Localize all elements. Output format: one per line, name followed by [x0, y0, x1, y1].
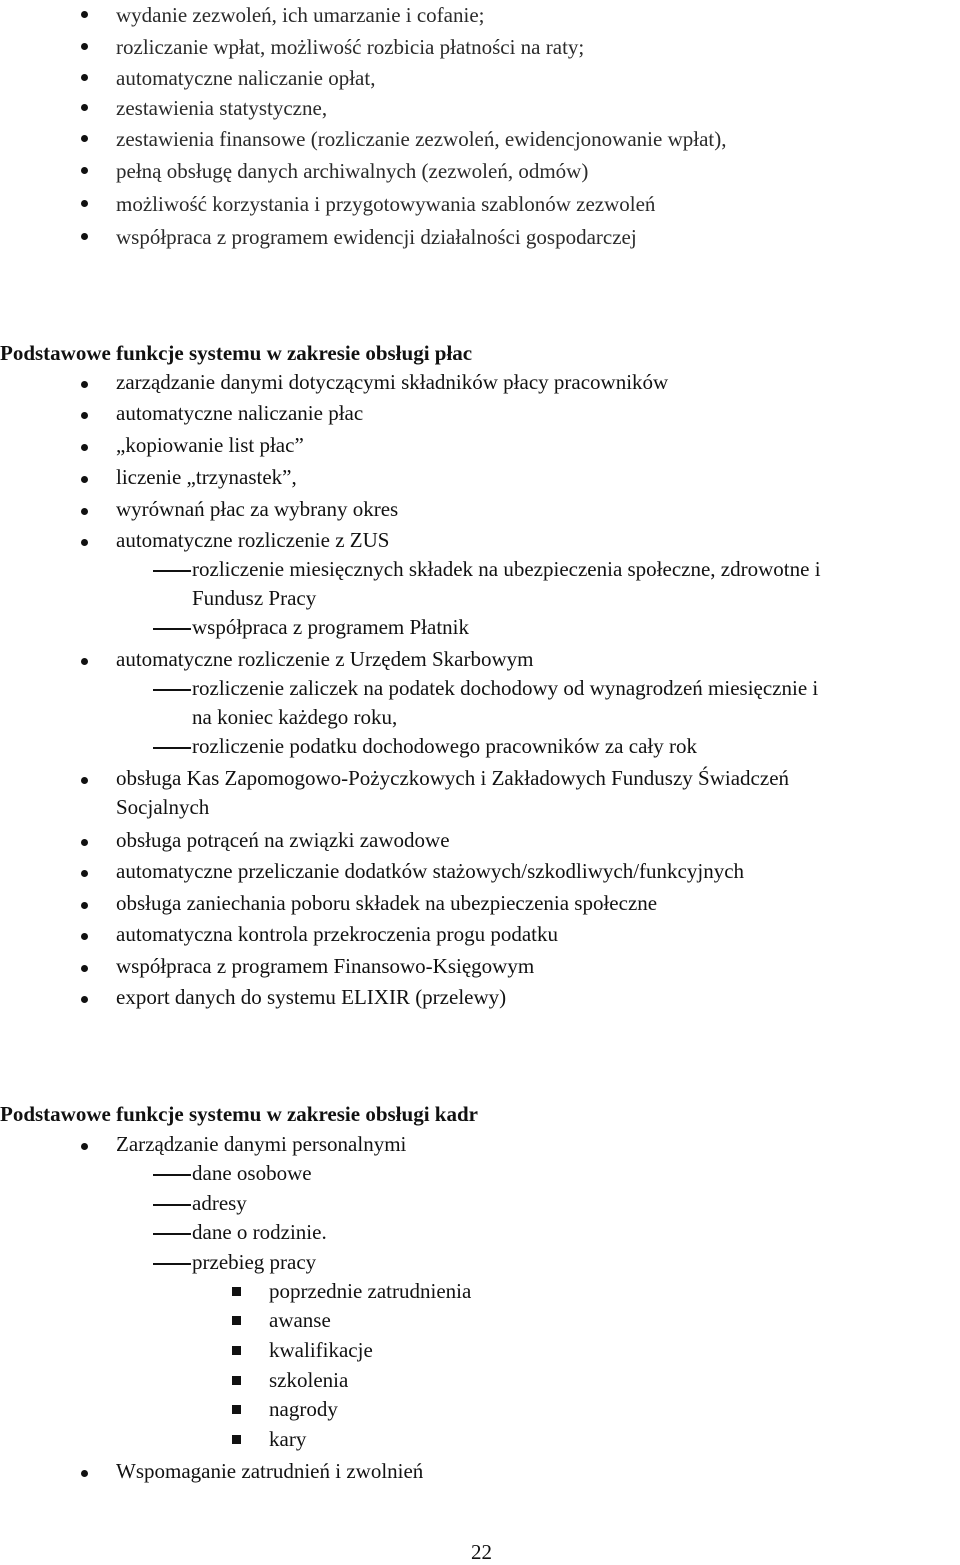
sub-list-item: adresy: [192, 1191, 247, 1215]
bullet-icon: [81, 508, 88, 515]
sub-sub-list-item: kary: [269, 1427, 307, 1451]
list-item: możliwość korzystania i przygotowywania szablonów zezwoleń: [116, 192, 656, 216]
list-item: wyrównań płac za wybrany okres: [116, 497, 399, 521]
list-item: współpraca z programem Finansowo-Księgowym: [116, 954, 535, 978]
bullet-icon: [81, 777, 88, 784]
sub-sub-list-item: nagrody: [269, 1397, 338, 1421]
list-item: automatyczne przeliczanie dodatków stażowych/szkodliwych/funkcyjnych: [116, 859, 745, 883]
list-item: zarządzanie danymi dotyczącymi składników płacy pracowników: [116, 370, 669, 394]
list-item: obsługa potrąceń na związki zawodowe: [116, 828, 450, 852]
bullet-icon: [81, 11, 88, 18]
bullet-icon: [81, 104, 88, 111]
sub-list-item: dane o rodzinie.: [192, 1220, 327, 1244]
list-item: Wspomaganie zatrudnień i zwolnień: [116, 1459, 424, 1483]
list-item: wydanie zezwoleń, ich umarzanie i cofanie;: [116, 3, 485, 27]
list-item-continuation: Socjalnych: [116, 795, 210, 819]
list-item: obsługa Kas Zapomogowo-Pożyczkowych i Zakładowych Funduszy Świadczeń: [116, 766, 790, 790]
bullet-icon: [81, 43, 88, 50]
bullet-icon: [81, 658, 88, 665]
bullet-icon: [81, 902, 88, 909]
bullet-icon: [81, 200, 88, 207]
dash-icon: [153, 747, 191, 749]
square-bullet-icon: [232, 1405, 241, 1414]
sub-list-item-continuation: na koniec każdego roku,: [192, 705, 398, 729]
hr-heading: Podstawowe funkcje systemu w zakresie obsługi kadr: [0, 1102, 478, 1126]
sub-list-item: współpraca z programem Płatnik: [192, 615, 469, 639]
square-bullet-icon: [232, 1287, 241, 1296]
bullet-icon: [81, 135, 88, 142]
sub-list-item: rozliczenie miesięcznych składek na ubezpieczenia społeczne, zdrowotne i: [192, 557, 821, 581]
dash-icon: [153, 1204, 191, 1206]
bullet-icon: [81, 1470, 88, 1477]
bullet-icon: [81, 167, 88, 174]
square-bullet-icon: [232, 1376, 241, 1385]
sub-list-item: dane osobowe: [192, 1161, 312, 1185]
bullet-icon: [81, 933, 88, 940]
list-item: automatyczne rozliczenie z Urzędem Skarbowym: [116, 647, 534, 671]
payroll-heading: Podstawowe funkcje systemu w zakresie obsługi płac: [0, 341, 473, 365]
bullet-icon: [81, 444, 88, 451]
square-bullet-icon: [232, 1316, 241, 1325]
list-item: automatyczne naliczanie płac: [116, 401, 364, 425]
page-number: 22: [471, 1540, 492, 1564]
bullet-icon: [81, 74, 88, 81]
list-item: Zarządzanie danymi personalnymi: [116, 1132, 407, 1156]
bullet-icon: [81, 839, 88, 846]
list-item: automatyczna kontrola przekroczenia progu podatku: [116, 922, 558, 946]
square-bullet-icon: [232, 1435, 241, 1444]
bullet-icon: [81, 476, 88, 483]
bullet-icon: [81, 1143, 88, 1150]
sub-list-item-continuation: Fundusz Pracy: [192, 586, 317, 610]
sub-sub-list-item: poprzednie zatrudnienia: [269, 1279, 472, 1303]
list-item: pełną obsługę danych archiwalnych (zezwoleń, odmów): [116, 159, 589, 183]
sub-sub-list-item: kwalifikacje: [269, 1338, 373, 1362]
bullet-icon: [81, 381, 88, 388]
dash-icon: [153, 570, 191, 572]
sub-sub-list-item: awanse: [269, 1308, 331, 1332]
sub-list-item: rozliczenie zaliczek na podatek dochodowy od wynagrodzeń miesięcznie i: [192, 676, 819, 700]
dash-icon: [153, 1233, 191, 1235]
dash-icon: [153, 1263, 191, 1265]
dash-icon: [153, 628, 191, 630]
sub-sub-list-item: szkolenia: [269, 1368, 349, 1392]
bullet-icon: [81, 233, 88, 240]
dash-icon: [153, 689, 191, 691]
list-item: automatyczne naliczanie opłat,: [116, 66, 376, 90]
list-item: export danych do systemu ELIXIR (przelewy): [116, 985, 507, 1009]
sub-list-item: rozliczenie podatku dochodowego pracowników za cały rok: [192, 734, 697, 758]
list-item: zestawienia statystyczne,: [116, 96, 328, 120]
dash-icon: [153, 1174, 191, 1176]
square-bullet-icon: [232, 1346, 241, 1355]
list-item: liczenie „trzynastek”,: [116, 465, 297, 489]
list-item: współpraca z programem ewidencji działalności gospodarczej: [116, 225, 637, 249]
list-item: zestawienia finansowe (rozliczanie zezwoleń, ewidencjonowanie wpłat),: [116, 127, 727, 151]
bullet-icon: [81, 965, 88, 972]
bullet-icon: [81, 539, 88, 546]
sub-list-item: przebieg pracy: [192, 1250, 317, 1274]
list-item: automatyczne rozliczenie z ZUS: [116, 528, 390, 552]
bullet-icon: [81, 996, 88, 1003]
list-item: rozliczanie wpłat, możliwość rozbicia płatności na raty;: [116, 35, 585, 59]
list-item: obsługa zaniechania poboru składek na ubezpieczenia społeczne: [116, 891, 658, 915]
bullet-icon: [81, 412, 88, 419]
bullet-icon: [81, 870, 88, 877]
list-item: „kopiowanie list płac”: [116, 433, 304, 457]
